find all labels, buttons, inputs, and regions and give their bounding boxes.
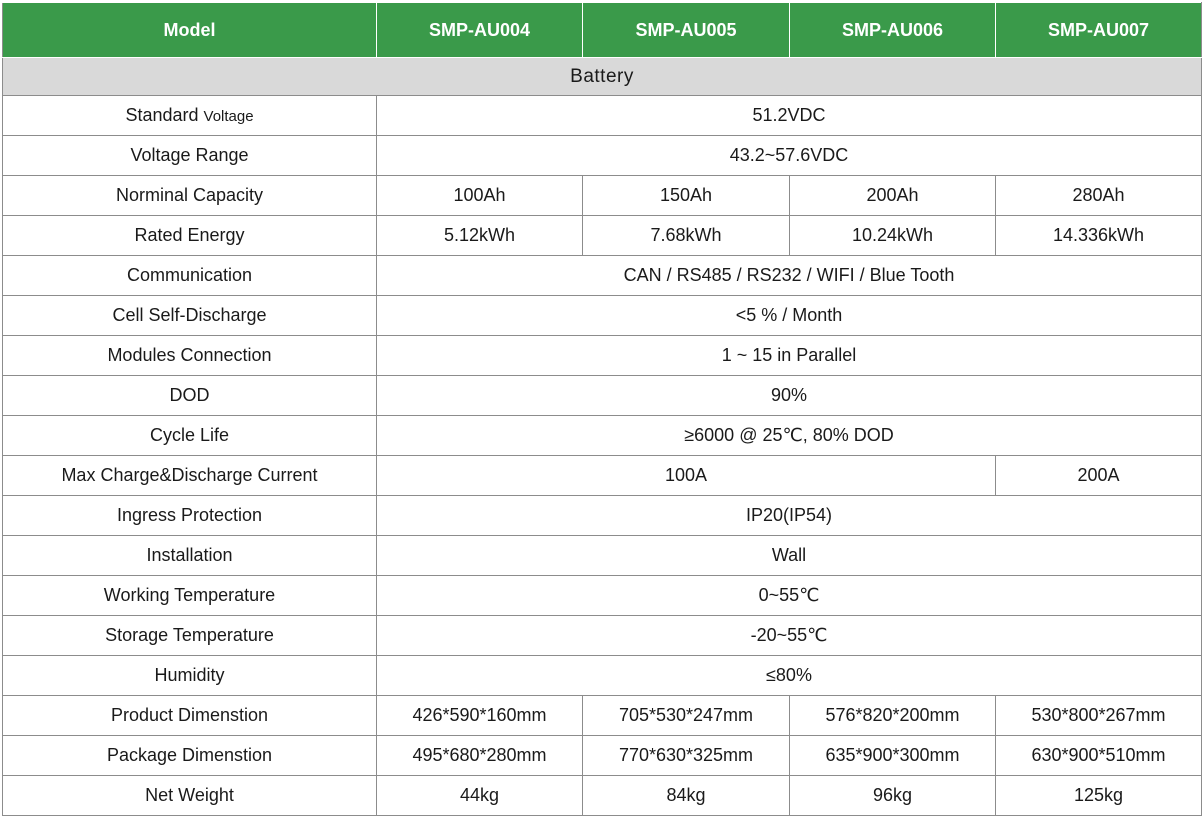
row-label: Norminal Capacity (3, 176, 377, 216)
row-value: 635*900*300mm (790, 736, 996, 776)
label-small: Voltage (203, 108, 254, 125)
model-column-header: SMP-AU004 (377, 3, 583, 58)
row-value: CAN / RS485 / RS232 / WIFI / Blue Tooth (377, 256, 1202, 296)
row-value: 705*530*247mm (583, 696, 790, 736)
row-value: 770*630*325mm (583, 736, 790, 776)
row-value: 150Ah (583, 176, 790, 216)
row-value: Wall (377, 536, 1202, 576)
row-label: Working Temperature (3, 576, 377, 616)
row-value: 51.2VDC (377, 96, 1202, 136)
row-label: Net Weight (3, 776, 377, 816)
row-label: Installation (3, 536, 377, 576)
table-row (3, 376, 1202, 416)
row-value: 100A (377, 456, 996, 496)
row-label: Communication (3, 256, 377, 296)
row-value: ≥6000 @ 25℃, 80% DOD (377, 416, 1202, 456)
row-label: Rated Energy (3, 216, 377, 256)
table-row (3, 336, 1202, 376)
table-row (3, 736, 1202, 776)
row-value: 280Ah (996, 176, 1202, 216)
row-value: 125kg (996, 776, 1202, 816)
row-value: 495*680*280mm (377, 736, 583, 776)
row-value: 200A (996, 456, 1202, 496)
row-value: 10.24kWh (790, 216, 996, 256)
model-column-header: SMP-AU005 (583, 3, 790, 58)
table-row (3, 616, 1202, 656)
row-label: Cell Self-Discharge (3, 296, 377, 336)
table-row (3, 696, 1202, 736)
row-value: 576*820*200mm (790, 696, 996, 736)
row-value: 0~55℃ (377, 576, 1202, 616)
row-value: -20~55℃ (377, 616, 1202, 656)
row-value: <5 % / Month (377, 296, 1202, 336)
row-value: 7.68kWh (583, 216, 790, 256)
table-row (3, 256, 1202, 296)
header-row (3, 3, 1202, 58)
spec-table (2, 2, 1202, 816)
row-label (3, 96, 377, 136)
model-header: Model (3, 3, 377, 58)
row-label: Ingress Protection (3, 496, 377, 536)
table-row (3, 456, 1202, 496)
table-row (3, 576, 1202, 616)
label-main: Standard (125, 105, 199, 125)
row-value: 90% (377, 376, 1202, 416)
row-value: ≤80% (377, 656, 1202, 696)
table-row (3, 656, 1202, 696)
table-row (3, 776, 1202, 816)
row-value: 100Ah (377, 176, 583, 216)
row-value: 1 ~ 15 in Parallel (377, 336, 1202, 376)
row-value: 84kg (583, 776, 790, 816)
row-label: Storage Temperature (3, 616, 377, 656)
table-row (3, 296, 1202, 336)
row-label: Product Dimenstion (3, 696, 377, 736)
row-value: 530*800*267mm (996, 696, 1202, 736)
row-value: 630*900*510mm (996, 736, 1202, 776)
table-row (3, 536, 1202, 576)
row-label: Modules Connection (3, 336, 377, 376)
row-value: 14.336kWh (996, 216, 1202, 256)
row-value: 426*590*160mm (377, 696, 583, 736)
table-row (3, 416, 1202, 456)
table-row (3, 216, 1202, 256)
row-label: Max Charge&Discharge Current (3, 456, 377, 496)
row-label: Package Dimenstion (3, 736, 377, 776)
row-label: Humidity (3, 656, 377, 696)
row-value: IP20(IP54) (377, 496, 1202, 536)
table-row (3, 496, 1202, 536)
row-label: DOD (3, 376, 377, 416)
table-row (3, 136, 1202, 176)
section-row (3, 58, 1202, 96)
row-value: 44kg (377, 776, 583, 816)
section-title: Battery (3, 58, 1202, 96)
row-value: 200Ah (790, 176, 996, 216)
model-column-header: SMP-AU006 (790, 3, 996, 58)
row-value: 5.12kWh (377, 216, 583, 256)
model-column-header: SMP-AU007 (996, 3, 1202, 58)
row-label: Voltage Range (3, 136, 377, 176)
table-row (3, 96, 1202, 136)
table-row (3, 176, 1202, 216)
row-label: Cycle Life (3, 416, 377, 456)
row-value: 43.2~57.6VDC (377, 136, 1202, 176)
row-value: 96kg (790, 776, 996, 816)
